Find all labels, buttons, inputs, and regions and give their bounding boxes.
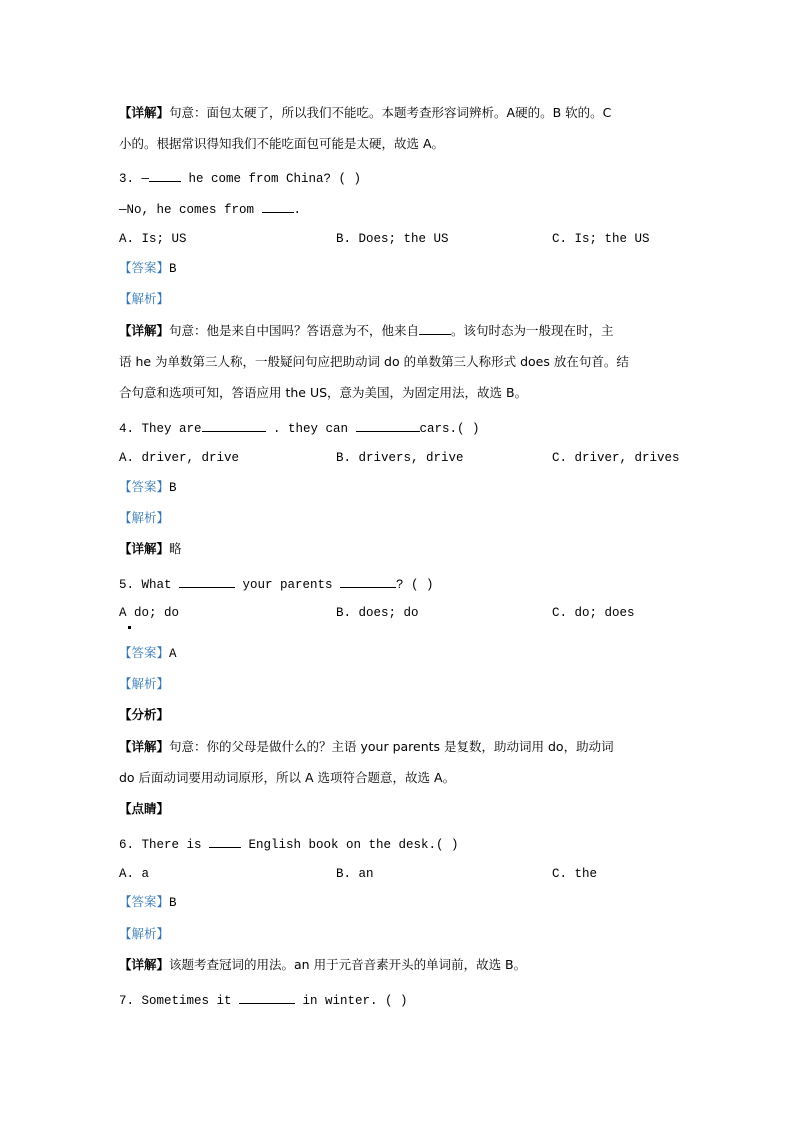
detail-line [119,136,444,152]
question-text: . they can [265,422,356,436]
detail-text: do 后面动词要用动词原形，所以 A 选项符合题意，故选 A。 [119,770,456,785]
answer-value: B [169,262,177,276]
question-3 [119,169,361,187]
analysis-label: 【解析】 [119,510,170,525]
answer-blank [262,200,294,213]
answer-line [119,894,177,911]
question-text: cars.( ) [419,422,480,436]
question-text: 3. — [119,172,150,186]
detail-text: 合句意和选项可知，答语应用 the US，意为美国，为固定用法，故选 B。 [119,385,528,400]
detail-line [119,354,629,370]
option-b: B. does; do [336,606,419,620]
option-b: B. an [336,867,374,881]
detail-line [119,770,455,786]
analysis-label: 【解析】 [119,926,170,941]
question-7 [119,991,408,1009]
answer-blank [209,835,241,848]
detail-label: 【详解】 [119,323,170,338]
question-text: in winter. ( ) [295,994,408,1008]
option-a: A. Is; US [119,232,187,246]
question-text: 4. They are [119,422,202,436]
detail-line [119,541,182,557]
analysis-label: 【解析】 [119,291,170,306]
question-text: . [293,203,302,217]
answer-blank [202,419,266,432]
question-text: ? ( ) [396,578,434,592]
answer-blank [340,575,396,588]
detail-text: 该题考查冠词的用法。an 用于元音音素开头的单词前，故选 B。 [169,957,527,972]
answer-blank [179,575,235,588]
answer-line [119,260,177,277]
answer-value: B [169,896,177,910]
option-b: B. drivers, drive [336,451,464,465]
stray-dot [128,626,131,629]
question-5 [119,575,434,593]
detail-text: 语 he 为单数第三人称，一般疑问句应把助动词 do 的单数第三人称形式 does 放在句首。结 [119,354,629,369]
question-4 [119,419,480,437]
answer-label: 【答案】 [119,260,170,275]
answer-blank [356,419,420,432]
question-text: your parents [235,578,341,592]
question-text: 6. There is [119,838,210,852]
detail-line [119,739,614,755]
option-a: A. driver, drive [119,451,240,465]
analysis-label: 【解析】 [119,676,170,691]
question-text: 7. Sometimes it [119,994,240,1008]
question-text: English book on the desk.( ) [241,838,459,852]
answer-blank [239,991,295,1004]
answer-label: 【答案】 [119,479,170,494]
question-text: 5. What [119,578,180,592]
fenxi-label: 【分析】 [119,707,170,722]
detail-text: 句意：他是来自中国吗？答语意为不，他来自 [169,323,420,338]
answer-label: 【答案】 [119,645,170,660]
answer-line [119,479,177,496]
detail-line [119,105,611,121]
detail-label: 【详解】 [119,739,170,754]
option-c: C. Is; the US [552,232,650,246]
question-6 [119,835,459,853]
question-3-reply [119,200,301,218]
option-a: A do; do [119,606,180,620]
answer-line [119,645,177,662]
option-b: B. Does; the US [336,232,449,246]
answer-blank [149,169,181,182]
option-c: C. do; does [552,606,635,620]
option-c: C. driver, drives [552,451,680,465]
detail-line [119,957,526,973]
detail-label: 【详解】 [119,541,170,556]
answer-value: A [169,647,177,661]
detail-label: 【详解】 [119,957,170,972]
answer-value: B [169,481,177,495]
option-a: A. a [119,867,150,881]
option-c: C. the [552,867,598,881]
detail-label: 【详解】 [119,105,170,120]
detail-text: 句意：面包太硬了，所以我们不能吃。本题考查形容词辨析。A硬的。B 软的。C [169,105,612,120]
detail-text: 。该句时态为一般现在时，主 [451,323,614,338]
dianjing-label: 【点睛】 [119,801,170,816]
answer-blank [419,322,451,335]
detail-line [119,322,614,339]
question-text: —No, he comes from [119,203,262,217]
question-text: he come from China? ( ) [181,172,362,186]
answer-label: 【答案】 [119,894,170,909]
detail-line [119,385,527,401]
detail-text: 小的。根据常识得知我们不能吃面包可能是太硬，故选 A。 [119,136,445,151]
detail-text: 句意：你的父母是做什么的？主语 your parents 是复数，助动词用 do，助动词 [169,739,614,754]
detail-text: 略 [169,541,182,556]
